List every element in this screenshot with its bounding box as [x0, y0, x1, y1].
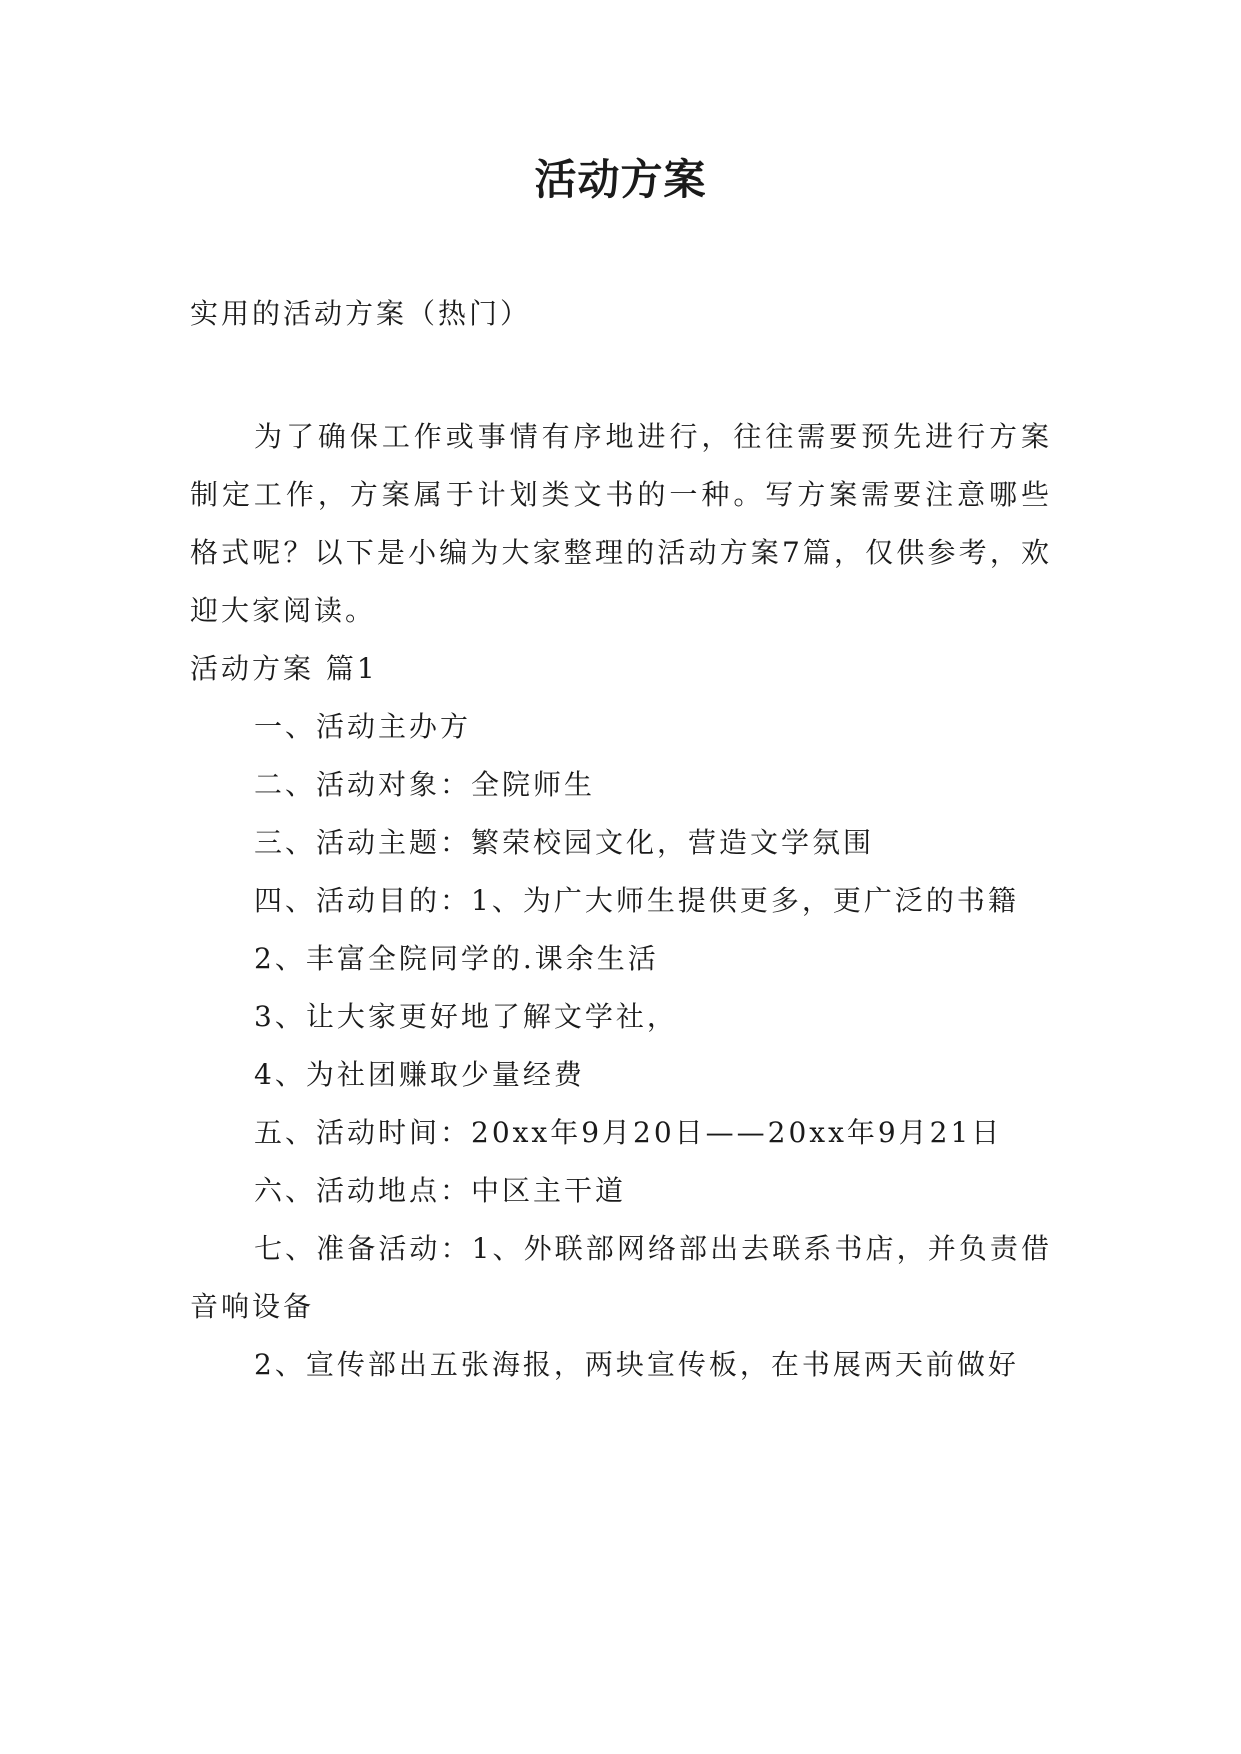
document-title: 活动方案	[534, 155, 707, 204]
list-item: 五、活动时间：20xx年9月20日——20xx年9月21日	[254, 1116, 1003, 1149]
list-item: 六、活动地点：中区主干道	[254, 1174, 627, 1207]
document-body	[190, 408, 1052, 1394]
list-item: 三、活动主题：繁荣校园文化，营造文学氛围	[254, 826, 875, 859]
list-item: 七、准备活动：1、外联部网络部出去联系书店，并负责借音响设备	[190, 1232, 1052, 1323]
list-item: 3、让大家更好地了解文学社，	[254, 1000, 678, 1033]
section-heading: 活动方案 篇1	[190, 652, 378, 685]
list-item: 2、丰富全院同学的.课余生活	[254, 942, 659, 975]
document-subtitle: 实用的活动方案（热门）	[190, 297, 532, 330]
list-item: 一、活动主办方	[254, 710, 472, 743]
list-item: 4、为社团赚取少量经费	[254, 1058, 585, 1091]
paragraph-intro: 为了确保工作或事情有序地进行，往往需要预先进行方案制定工作，方案属于计划类文书的一种。写方案需要注意哪些格式呢？以下是小编为大家整理的活动方案7篇，仅供参考，欢迎大家阅读。	[190, 420, 1052, 627]
list-item: 2、宣传部出五张海报，两块宣传板，在书展两天前做好	[254, 1348, 1019, 1381]
list-item: 四、活动目的：1、为广大师生提供更多，更广泛的书籍	[254, 884, 1019, 917]
list-item: 二、活动对象：全院师生	[254, 768, 596, 801]
